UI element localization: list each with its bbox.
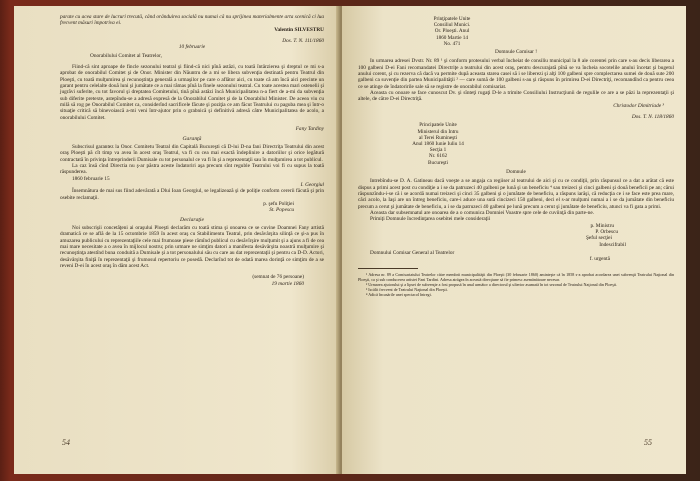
doc2-salutation: Domnule Comisar !	[494, 49, 538, 56]
doc3-header-line: Secţia 1	[429, 147, 447, 154]
doc3-body: Intrebîndu-se D. A. Gatineau dacă voeşte a se angaja ca regiiser al teatrului de aici şi cu ce condiţii, prin răspunsul ce a dat a arătat că este dispus a primi acest post cu condiţie a i se da patruzeci 40 galbeni pe lună şi un beneficiu ⁴ sau treizeci şi cinci galbeni şi două beneficii pe an; cărui răspunzîndu-i-se că i se acordă numai treizeci şi cinci 35 galbeni şi o jumătate de beneficiu, a răspuns iarăşi, că reducţia ce i se face este prea mare, căci acolo, la Iaşi are un întreg beneficiu, care-i aduce una sută cincizeci 150 galbeni, deci el s-ar mulţumi numai a i se da jumătate din beneficiu precum a cerut şi jumătate de beneficiu, a i se da patruzeci 40 galbeni pe lună precum a cerut şi jumătate de beneficiu, atunci va fi gata a primi.	[358, 178, 674, 210]
doc3-sign-minister: p. Ministru	[590, 222, 614, 229]
police-title: p. şefu Poliţiei	[263, 200, 294, 207]
doc3-sign-section: Şeful secţiei	[585, 235, 612, 242]
doc1-address: Onorabilului Comitet al Teatrelor,	[90, 52, 162, 59]
right-page	[342, 6, 686, 474]
doc1-reference: Dos. T. N. 111/1860	[282, 38, 324, 45]
doc3-urgent-mark: f. urgentă	[589, 256, 610, 263]
garanta-body-2: La caz însă cînd Directia nu ş-ar păstra aceste îndatoriri aşa precum sînt reguble Teatrului voi fi cu supus la toată răspunderea.	[60, 162, 324, 176]
doc2-signature: Christodor Dimitriade ³	[613, 102, 664, 109]
doc2-header-line: Prinţipatele Unite	[433, 16, 471, 22]
doc2-header-line: No. 471	[443, 40, 461, 47]
doc3-header-line: al Terei Rumineşti	[418, 134, 458, 141]
doc3-header-line: Principatele Unite	[419, 122, 457, 129]
intro-signature: Valentin SILVESTRU	[274, 26, 324, 33]
doc1-signature: Fany Tardiny	[295, 126, 324, 133]
doc2-body: In urmarea adresei Dvstr. Nr. 89 ¹ şi conform protesului verbal încheiat de consiliu municipal la 8 ale corentei prin care s-au decis liberarea a 100 galbeni D-ei Fani recomandatei Directriţe a teatrului din acest oraş, pentru descurajată pînă se va încheia socotelile anului încetat şi bugetul anului corent, şi cu rezerva că dacă va permite după aceasta starea casei să i se liberezi şi alţi 100 galbeni spre complectarea sumei de două sute 200 galbeni ca suvenţie din partea Municipalităţii ² — care sumă de 100 galbeni s-au şi răspuns în primirea D-ei Directriţi, recomandînd ca pentru ceea ce se atinge de îndatoririle sale să se registre de onorabilul comisariat.	[358, 58, 674, 90]
right-column	[358, 16, 674, 297]
doc3-sign-illegible: Indescifrabil	[599, 241, 626, 248]
doc3-header-line: Nr. 6162	[428, 153, 448, 160]
doc3-sign-name: P. Orbescu	[595, 228, 618, 235]
doc3-salutation: Domnule	[506, 168, 526, 175]
doc2-header-line: Or. Ploeşti. Anul	[434, 28, 470, 35]
doc2-header-line: Consiliul Munici.	[433, 22, 471, 29]
left-page	[14, 6, 340, 474]
footnote: ¹ Adresa nr. 89 a Comisariatului Teatrelor către membrii municipalităţii din Ploeşti (30 februarie 1860) aminteşte că în 1858 s-a aprobat acordarea unei subvenţii Teatrului Naţional din Ploeşti, ca şi sub conducerea artistei Fani Tardini. Adresa atrăgea în această direcţiune să fie primesc asemănătoare necesar.	[358, 271, 674, 282]
footnote: ² Urmarea ajutorului şi a lipsei de subvenţie a fost propusă în anul următor a directorul şi ulterior asumată în tot sezonul de Teatrului Naţional din Ploeşti.	[366, 281, 618, 287]
doc1-date: 10 februarie	[178, 44, 206, 51]
right-page-number: 55	[644, 438, 652, 447]
garanta-title: Garanţă	[182, 135, 202, 142]
declaratie-title: Declaraţie	[180, 216, 204, 223]
doc3-body-2: Aceasta dar subsemnatul are onoarea de a o comunica Domniei Voastre spre cele de cuviinţă din parte-ne.	[370, 209, 595, 216]
doc3-header	[388, 122, 488, 165]
doc3-header-line: Anul 1860 Iunie Iuliu 14	[412, 141, 464, 148]
garanta-legalization: Însemnătura de mai sus fiind adevărată a Dlui Ioan Georgiul, se legalizează şi de poliţie conform cererii făcută şi prin osebite reclamaţii.	[60, 188, 324, 201]
doc1-body: Fiind-că sint aproape de fincle sezonului teatral şi fiind-că nici pînă astăzi, cu toată întârzierea şi dreptul ce mi s-a aprobat de onorabilul Comitet şi de Onor. Minister din Năuntru de a mi se libera subvenţia destinată pentru Teatrul din Ploeşti, cu toată mulţumirea şi recunoştinţa generală a urmaşilor pe care o aflător aici, cu toate că am încă aici precinte un garant pentru celelalte două luni şi jumătate ce a mai rămas pînă la finele sezonului teatral. Cu toate acestea mari ostenelii şi jugrăvi suferite, cu tot favorul şi dreptatea Comitetului, tină pînă astăzi încă Municipalitatea n-a fiert de a-mi da subvenţia sub diferite pretexte, astepîndu-se a adresă expresă de la Onorabilul Comitet şi de la Onorabilul Minister. De aceea viu cu milă să rog pe Onorabilul Comitet ca, considerînd sacrificele făcute şi poziţia ce am făcut Teatrului cu paguba mea şi într-o situaţie critică să binevoiască a-mi veni într-ajutor prin o grabnică şi definitivă adresă către Municipalitatea de acolo, a onorabilului Comitet.	[60, 64, 324, 121]
footnote-rule	[358, 268, 418, 269]
doc3-reference: Dos. T. N. 118/1860	[631, 114, 674, 121]
declaratie-signatures: (semnat de 76 persoane)	[252, 274, 304, 281]
doc2-header	[402, 16, 502, 47]
garanta-date: 1860 februarie 15	[72, 175, 110, 182]
intro-paragraph: parate cu acea stare de lucruri trecută, când orânduirea socială nu numai că nu sprijinea materialmente arta scenică ci lua frecvent măsuri împotriva ei.	[60, 14, 324, 27]
doc3-header-line: Ministerul din Intru	[417, 128, 459, 135]
declaratie-date: 19 martie 1860	[271, 280, 304, 287]
left-column	[60, 14, 324, 287]
police-signature: St. Popescu	[269, 207, 294, 214]
garanta-body: Subscrisul garantez la Onor. Comitetu Teatral din Capitală Bucureşti că D-lui D-na fani Directriţa Teatrului din acest oraş Ploeşti pă cît timp va avea în acest oraş Teatrul, va fi cu cea mai exactă îndeplinire a datoriilor şi orice legătură contractată în privinţa întreprinderii Dumisale cu tot personalul ce va fi în şi a reprezentaţii sau în mulţumirea a tot publicul.	[60, 143, 324, 163]
doc3-bottom-address: Domnului Comisar General al Teatrelor	[370, 250, 455, 256]
left-page-number: 54	[62, 438, 70, 447]
declaratie-body: Noi subscrişii concetăţeni ai oraşului Ploeşti declarăm cu toată stima şi onoarea ce se cuvine Doamnei Fany artistă dramatică ce se află de la 15 octombrie 1859 în acest oraş cu Stabilimentu Teatral, prin desăvârşita silinţă ce şi-a pus în amuzarea publicului cu reprezentaţiile cele mai frumoase piese rămînd publicul cu desăvîrşire mulţumit şi a ajuns a fi de cea mai mare necesitate a o avea în mijlocul nostru; prin urmare ne simţim datori a manifesta desăvârşita noastră mulţumire şi recunoştinţa atestînd buna conduită a Dumisale şi a tot personalului său cu care au dat reprezentaţii şi pentru ca D-D. Actori, desăvârşita finiţă în reprezentaţii şi frumosul repertoriu ce posedă. Declarînd tot de odată marea dorinţă ce simţim de a se reveni D-ei în acest oraş în dăm acest Act.	[60, 224, 324, 270]
garanta-signature: I. Georgiul	[300, 181, 324, 188]
doc3-body-3: Primiţi Domnule încredinţarea osebitei mele consideraţii	[370, 216, 491, 223]
footnote: ³ Iscălit frecvent de Teatrului Naţional din Ploeşti.	[366, 286, 448, 292]
footnote: ⁴ Adică încasările unei spectacol întregi.	[366, 291, 432, 297]
doc2-body-2: Aceasta cu onoare se face cunoscut Dv. şi sînteţi rugaţi D-le a trimite Consiliului Instrucţiunii de regulile ce are a se păzi la reprezentaţii şi altele, de către D-ei Directriţă.	[358, 90, 674, 103]
doc3-header-line: Bucureşti	[428, 159, 448, 166]
doc2-header-line: 1860 Martie 14	[436, 34, 468, 41]
